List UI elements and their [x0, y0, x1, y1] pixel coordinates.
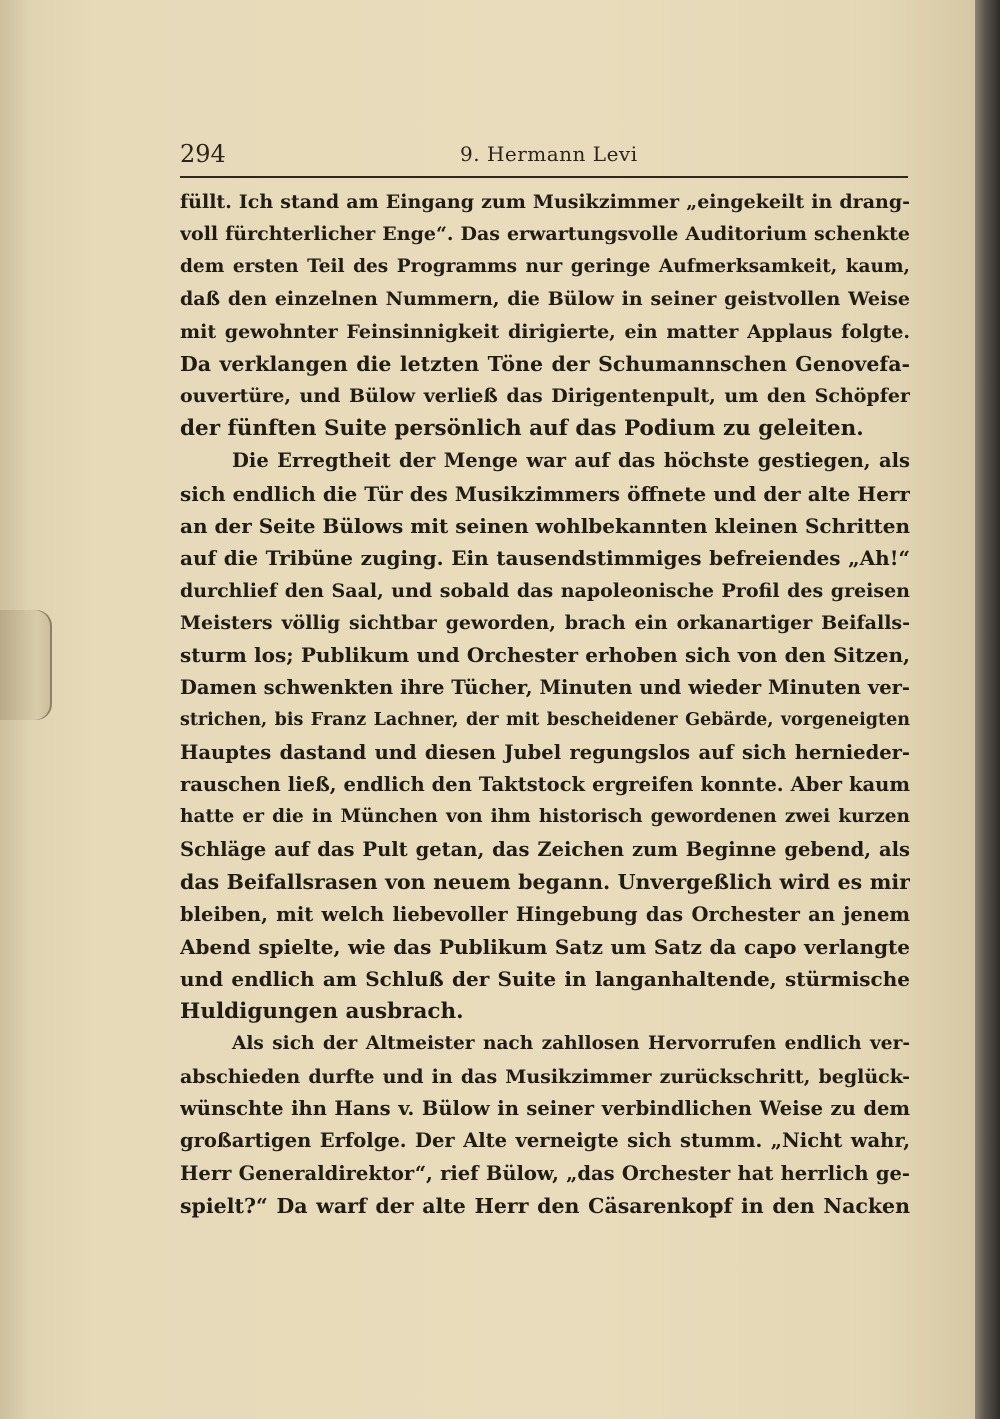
body-text	[180, 186, 910, 1223]
text-line: sich endlich die Tür des Musikzimmers öffnete und der alte Herr	[180, 481, 910, 506]
text-line: Herr Generaldirektor“, rief Bülow, „das Orchester hat herrlich ge-	[180, 1161, 910, 1185]
text-line: sturm los; Publikum und Orchester erhoben sich von den Sitzen,	[180, 643, 910, 668]
text-line: Huldigungen ausbrach.	[180, 998, 464, 1024]
text-line: durchlief den Saal, und sobald das napoleonische Profil des greisen	[180, 579, 910, 602]
text-line: Da verklangen die letzten Töne der Schumannschen Genovefa-	[180, 351, 910, 376]
text-line: das Beifallsrasen von neuem begann. Unvergeßlich wird es mir	[180, 870, 910, 895]
text-line: Die Erregtheit der Menge war auf das höchste gestiegen, als	[232, 449, 910, 473]
text-line: mit gewohnter Feinsinnigkeit dirigierte, ein matter Applaus folgte.	[180, 320, 910, 343]
book-page-edge	[975, 0, 1000, 1419]
text-line: rauschen ließ, endlich den Taktstock ergreifen konnte. Aber kaum	[180, 773, 910, 797]
text-line: voll fürchterlicher Enge“. Das erwartungsvolle Auditorium schenkte	[180, 223, 910, 246]
paragraph-3	[180, 1028, 910, 1222]
text-line: Abend spielte, wie das Publikum Satz um Satz da capo verlangte	[180, 934, 910, 959]
text-line: Schläge auf das Pult getan, das Zeichen zum Beginne gebend, als	[180, 837, 910, 861]
text-line: auf die Tribüne zuging. Ein tausendstimmiges befreiendes „Ah!“	[180, 546, 910, 571]
running-head: 9. Hermann Levi	[460, 142, 638, 166]
text-line: füllt. Ich stand am Eingang zum Musikzimmer „eingekeilt in drang-	[180, 191, 910, 213]
text-line: und endlich am Schluß der Suite in langanhaltende, stürmische	[180, 967, 910, 992]
text-line: strichen, bis Franz Lachner, der mit bescheidener Gebärde, vorgeneigten	[180, 710, 910, 731]
page-number: 294	[180, 140, 226, 168]
paragraph-1	[180, 186, 910, 445]
text-line: daß den einzelnen Nummern, die Bülow in seiner geistvollen Weise	[180, 288, 910, 311]
page-header	[180, 130, 908, 170]
text-line: spielt?“ Da warf der alte Herr den Cäsarenkopf in den Nacken	[180, 1194, 910, 1219]
text-line: hatte er die in München von ihm historisch gewordenen zwei kurzen	[180, 806, 910, 828]
text-line: wünschte ihn Hans v. Bülow in seiner verbindlichen Weise zu dem	[180, 1096, 910, 1120]
text-line: Meisters völlig sichtbar geworden, brach ein orkanartiger Beifalls-	[180, 612, 910, 635]
text-line: Damen schwenkten ihre Tücher, Minuten und wieder Minuten ver-	[180, 675, 910, 699]
text-line: abschieden durfte und in das Musikzimmer zurückschritt, beglück-	[180, 1065, 910, 1088]
text-line: Als sich der Altmeister nach zahllosen Hervorrufen endlich ver-	[232, 1033, 910, 1055]
text-line: ouvertüre, und Bülow verließ das Dirigentenpult, um den Schöpfer	[180, 385, 910, 408]
text-line: der fünften Suite persönlich auf das Podium zu geleiten.	[180, 415, 864, 441]
text-line: Hauptes dastand und diesen Jubel regungslos auf sich hernieder-	[180, 740, 910, 764]
text-line: bleiben, mit welch liebevoller Hingebung das Orchester an jenem	[180, 902, 910, 926]
text-line: dem ersten Teil des Programms nur geringe Aufmerksamkeit, kaum,	[180, 255, 910, 277]
binding-notch	[0, 610, 52, 720]
text-line: großartigen Erfolge. Der Alte verneigte sich stumm. „Nicht wahr,	[180, 1129, 910, 1153]
text-line: an der Seite Bülows mit seinen wohlbekannten kleinen Schritten	[180, 513, 910, 538]
paragraph-2	[180, 445, 910, 1028]
header-rule	[180, 176, 908, 178]
